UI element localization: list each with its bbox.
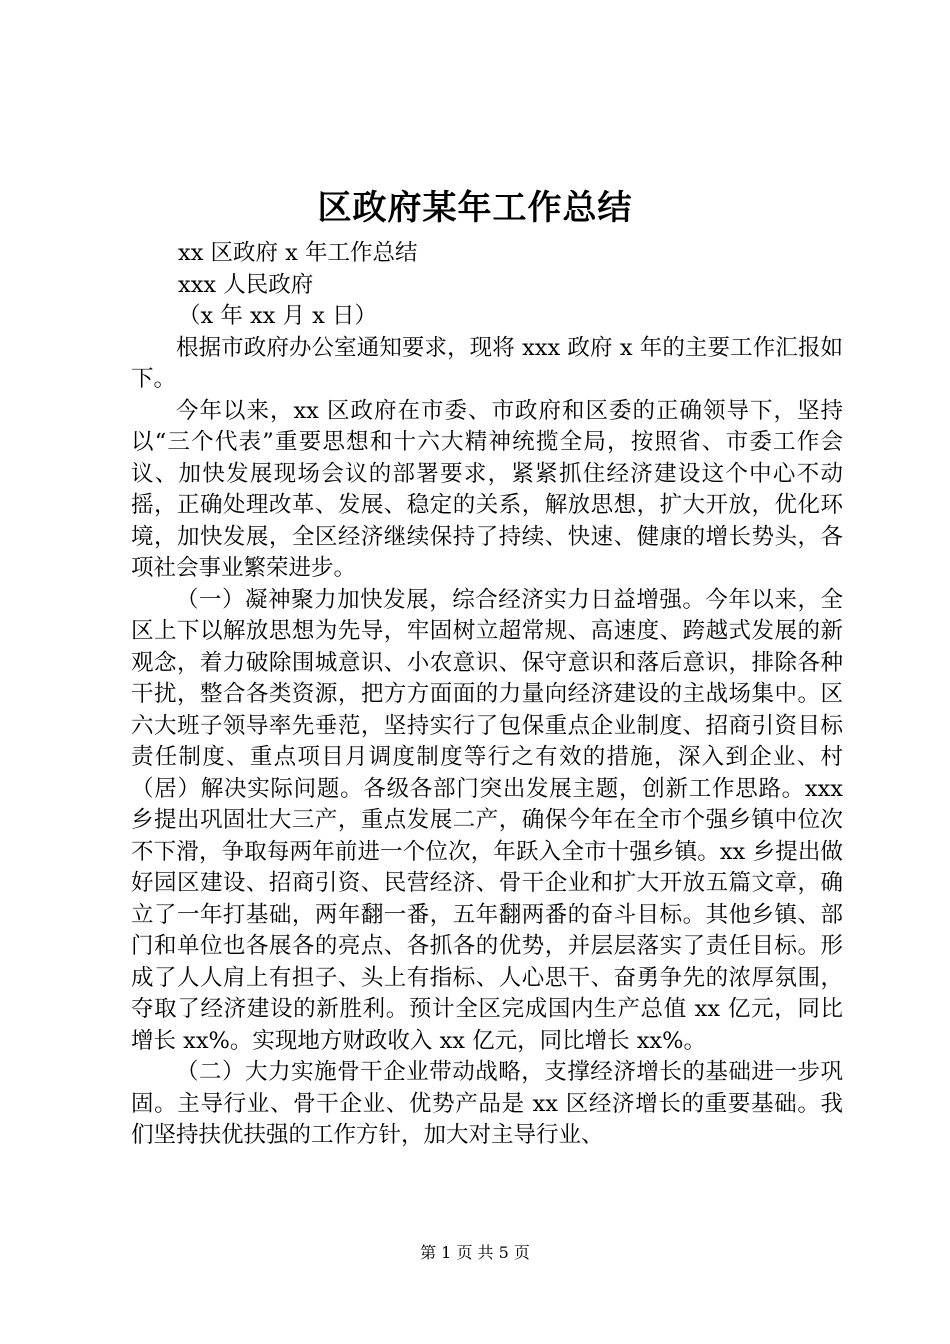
document-title: 区政府某年工作总结 <box>317 188 633 228</box>
paragraph-section-2: （二）大力实施骨干企业带动战略，支撑经济增长的基础进一步巩固。主导行业、骨干企业、优势产品是 xx 区经济增长的重要基础。我们坚持扶优扶强的工作方针，加大对主导行业、 <box>131 1059 843 1148</box>
document-body <box>131 238 843 1152</box>
document-author: xxx 人民政府 <box>178 271 314 298</box>
document-date: （x 年 xx 月 x 日） <box>178 303 378 329</box>
paragraph-section-1: （一）凝神聚力加快发展，综合经济实力日益增强。今年以来，全区上下以解放思想为先导，牢固树立超常规、高速度、跨越式发展的新观念，着力破除围城意识、小农意识、保守意识和落后意识，排除各种干扰，整合各类资源，把方方面面的力量向经济建设的主战场集中。区六大班子领导率先垂范，坚持实行了包保重点企业制度、招商引资目标责任制度、重点项目月调度制度等行之有效的措施，深入到企业、村（居）解决实际问题。各级各部门突出发展主题，创新工作思路。xxx 乡提出巩固壮大三产，重点发展二产，确保今年在全市个强乡镇中位次不下滑，争取每两年前进一个位次，年跃入全市十强乡镇。xx 乡提出做好园区建设、招商引资、民营经济、骨干企业和扩大开放五篇文章，确立了一年打基础，两年翻一番，五年翻两番的奋斗目标。其他乡镇、部门和单位也各展各的亮点、各抓各的优势，并层层落实了责任目标。形成了人人肩上有担子、头上有指标、人心思干、奋勇争先的浓厚氛围，夺取了经济建设的新胜利。预计全区完成国内生产总值 xx 亿元，同比增长 xx%。实现地方财政收入 xx 亿元，同比增长 xx%。 <box>131 586 843 1054</box>
page-footer: 第 1 页 共 5 页 <box>420 1243 530 1262</box>
paragraph-intro: 根据市政府办公室通知要求，现将 xxx 政府 x 年的主要工作汇报如下。 <box>131 334 843 392</box>
document-subtitle: xx 区政府 x 年工作总结 <box>178 240 418 266</box>
paragraph-overview: 今年以来，xx 区政府在市委、市政府和区委的正确领导下，坚持以“三个代表”重要思想和十六大精神统揽全局，按照省、市委工作会议、加快发展现场会议的部署要求，紧紧抓住经济建设这个中心不动摇，正确处理改革、发展、稳定的关系，解放思想，扩大开放，优化环境，加快发展，全区经济继续保持了持续、快速、健康的增长势头，各项社会事业繁荣进步。 <box>131 397 843 581</box>
